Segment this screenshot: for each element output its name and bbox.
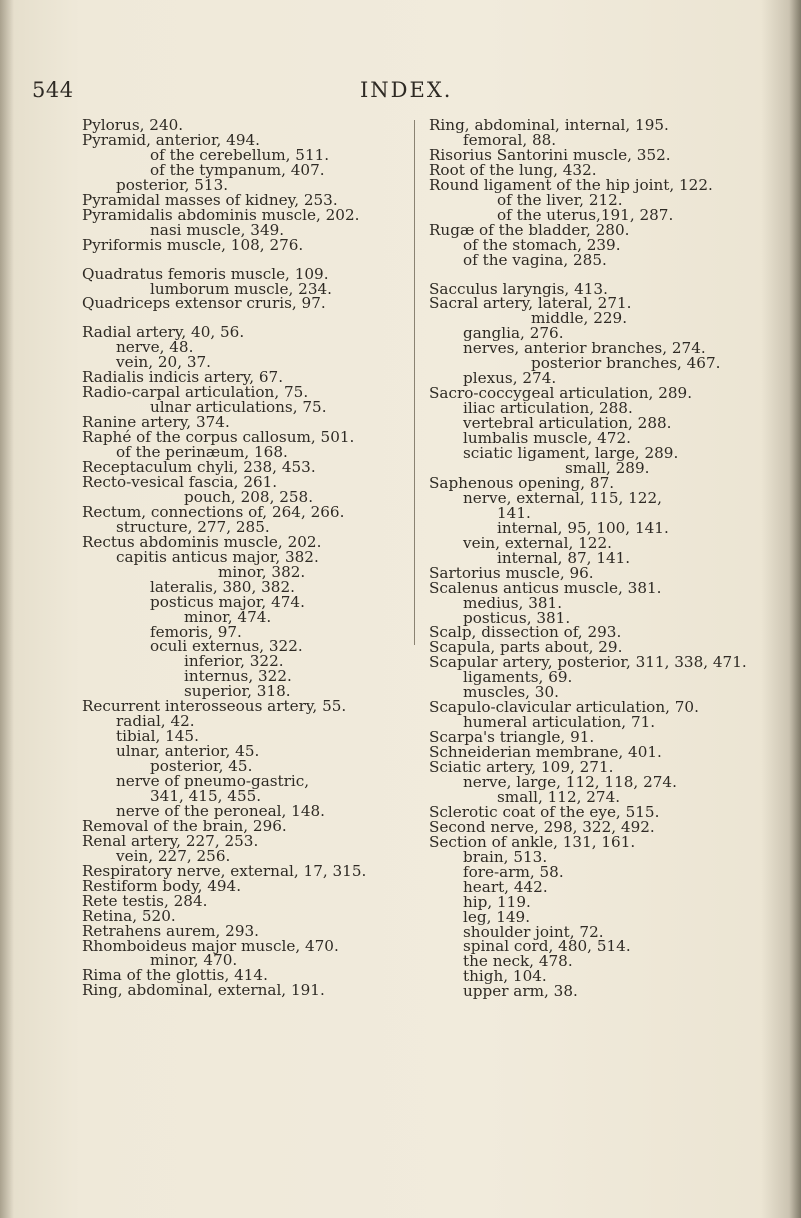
index-entry: Pyramidal masses of kidney, 253. <box>82 190 338 209</box>
index-entry: Recto-vesical fascia, 261. <box>82 472 278 491</box>
index-entry: posterior branches, 467. <box>531 354 721 373</box>
index-entry: iliac articulation, 288. <box>463 399 633 418</box>
index-entry: vertebral articulation, 288. <box>463 414 672 433</box>
index-entry: Scapular artery, posterior, 311, 338, 471. <box>429 653 747 672</box>
index-entry: nerves, anterior branches, 274. <box>463 339 706 358</box>
index-entry: Scalp, dissection of, 293. <box>429 623 622 642</box>
index-entry: Quadriceps extensor cruris, 97. <box>82 294 326 313</box>
index-entry: Pyramidalis abdominis muscle, 202. <box>82 205 360 224</box>
index-entry: internal, 87, 141. <box>497 548 631 567</box>
index-entry: Ranine artery, 374. <box>82 413 230 432</box>
index-entry: ganglia, 276. <box>463 324 564 343</box>
index-entry: Root of the lung, 432. <box>429 160 597 179</box>
index-entry: posterior, 45. <box>150 757 253 776</box>
index-entry: muscles, 30. <box>463 683 559 702</box>
index-entry: humeral articulation, 71. <box>463 713 656 732</box>
index-entry: fore-arm, 58. <box>463 862 564 881</box>
index-entry: heart, 442. <box>463 877 548 896</box>
index-entry: lumborum muscle, 234. <box>150 279 332 298</box>
index-entry: Quadratus femoris muscle, 109. <box>82 264 329 283</box>
index-entry: middle, 229. <box>531 309 628 328</box>
index-entry: Saphenous opening, 87. <box>429 473 615 492</box>
index-entry: of the liver, 212. <box>497 190 623 209</box>
index-entry: plexus, 274. <box>463 369 557 388</box>
index-entry: Rectum, connections of, 264, 266. <box>82 502 345 521</box>
index-entry: Scapula, parts about, 29. <box>429 638 623 657</box>
index-entry: nerve of the peroneal, 148. <box>116 801 325 820</box>
index-entry: Scalenus anticus muscle, 381. <box>429 578 662 597</box>
index-entry: shoulder joint, 72. <box>463 922 604 941</box>
index-entry: Ring, abdominal, internal, 195. <box>429 116 669 134</box>
index-entry: Sartorius muscle, 96. <box>429 563 594 582</box>
index-entry: Radialis indicis artery, 67. <box>82 368 284 387</box>
index-entry: minor, 474. <box>184 607 272 626</box>
page-left-edge-shadow <box>0 0 14 1218</box>
index-entry: Raphé of the corpus callosum, 501. <box>82 428 355 447</box>
index-entry: Receptaculum chyli, 238, 453. <box>82 458 316 477</box>
index-entry: Recurrent interosseous artery, 55. <box>82 697 347 716</box>
index-entry: capitis anticus major, 382. <box>116 547 319 566</box>
index-entry: vein, 20, 37. <box>116 353 211 372</box>
index-entry: of the stomach, 239. <box>463 235 621 254</box>
index-entry: structure, 277, 285. <box>116 517 270 536</box>
index-entry: of the tympanum, 407. <box>150 160 325 179</box>
index-entry: minor, 382. <box>218 562 306 581</box>
index-entry: of the uterus,191, 287. <box>497 205 674 224</box>
index-entry: small, 112, 274. <box>497 787 621 806</box>
index-entry: Risorius Santorini muscle, 352. <box>429 145 671 164</box>
index-entry: Ring, abdominal, external, 191. <box>82 981 325 1000</box>
index-entry: Retrahens aurem, 293. <box>82 921 259 940</box>
column-divider <box>414 120 415 645</box>
index-entry: sciatic ligament, large, 289. <box>463 444 679 463</box>
index-entry: internal, 95, 100, 141. <box>497 518 669 537</box>
index-entry: tibial, 145. <box>116 727 199 746</box>
index-entry: lumbalis muscle, 472. <box>463 429 631 448</box>
index-entry: nerve, external, 115, 122, <box>463 488 662 507</box>
index-entry: Scapulo-clavicular articulation, 70. <box>429 698 699 717</box>
index-entry: posticus, 381. <box>463 608 571 627</box>
index-entry: Rugæ of the bladder, 280. <box>429 220 630 239</box>
index-entry: brain, 513. <box>463 847 548 866</box>
index-entry: Radio-carpal articulation, 75. <box>82 383 309 402</box>
index-entry: internus, 322. <box>184 667 292 686</box>
index-entry: of the perinæum, 168. <box>116 443 288 462</box>
index-entry: of the vagina, 285. <box>463 250 607 269</box>
index-entry: of the cerebellum, 511. <box>150 145 330 164</box>
index-entry: Sclerotic coat of the eye, 515. <box>429 802 660 821</box>
index-entry: nerve of pneumo-gastric, <box>116 772 310 791</box>
index-entry: Rectus abdominis muscle, 202. <box>82 532 322 551</box>
index-entry: leg, 149. <box>463 907 531 926</box>
index-entry: Radial artery, 40, 56. <box>82 323 245 342</box>
index-entry: ulnar, anterior, 45. <box>116 742 260 761</box>
index-entry: upper arm, 38. <box>463 982 578 1001</box>
index-column-right <box>429 118 774 999</box>
index-entry: Respiratory nerve, external, 17, 315. <box>82 861 367 880</box>
index-entry: Schneiderian membrane, 401. <box>429 743 662 762</box>
index-entry: femoris, 97. <box>150 622 242 641</box>
index-entry: ligaments, 69. <box>463 668 573 687</box>
index-entry: Renal artery, 227, 253. <box>82 831 259 850</box>
index-entry: vein, external, 122. <box>463 533 612 552</box>
index-entry: Retina, 520. <box>82 906 176 925</box>
index-entry: Sacculus laryngis, 413. <box>429 279 608 298</box>
index-entry: minor, 470. <box>150 951 238 970</box>
index-entry: nerve, large, 112, 118, 274. <box>463 772 677 791</box>
page-number: 544 <box>32 78 74 102</box>
running-head: INDEX. <box>360 78 453 102</box>
index-entry: inferior, 322. <box>184 652 284 671</box>
index-entry: small, 289. <box>565 458 650 477</box>
index-entry: Pyramid, anterior, 494. <box>82 130 260 149</box>
index-entry: vein, 227, 256. <box>116 846 231 865</box>
index-entry: 141. <box>497 503 531 522</box>
index-entry: femoral, 88. <box>463 130 557 149</box>
index-entry: spinal cord, 480, 514. <box>463 937 631 956</box>
index-entry: posterior, 513. <box>116 175 229 194</box>
index-entry: Restiform body, 494. <box>82 876 242 895</box>
index-column-left <box>82 118 402 998</box>
index-entry: 341, 415, 455. <box>150 786 262 805</box>
index-entry: posticus major, 474. <box>150 592 305 611</box>
index-entry: Rhomboideus major muscle, 470. <box>82 936 339 955</box>
index-entry: pouch, 208, 258. <box>184 487 314 506</box>
index-entry: Section of ankle, 131, 161. <box>429 832 636 851</box>
index-entry: hip, 119. <box>463 892 531 911</box>
index-entry: Scarpa's triangle, 91. <box>429 728 595 747</box>
index-entry: Second nerve, 298, 322, 492. <box>429 817 655 836</box>
index-entry: Round ligament of the hip joint, 122. <box>429 175 713 194</box>
index-entry: lateralis, 380, 382. <box>150 577 295 596</box>
index-entry: the neck, 478. <box>463 952 573 971</box>
index-entry: Sacro-coccygeal articulation, 289. <box>429 384 693 403</box>
index-entry: ulnar articulations, 75. <box>150 398 327 417</box>
index-entry: nasi muscle, 349. <box>150 220 285 239</box>
index-entry: Removal of the brain, 296. <box>82 816 287 835</box>
index-entry: medius, 381. <box>463 593 563 612</box>
index-entry: thigh, 104. <box>463 967 547 986</box>
index-entry: superior, 318. <box>184 682 291 701</box>
index-entry: nerve, 48. <box>116 338 194 357</box>
index-entry: Rima of the glottis, 414. <box>82 966 268 985</box>
index-entry: oculi externus, 322. <box>150 637 303 656</box>
index-entry: Pylorus, 240. <box>82 116 184 134</box>
index-entry: Rete testis, 284. <box>82 891 208 910</box>
index-entry: Sciatic artery, 109, 271. <box>429 758 614 777</box>
index-entry: Pyriformis muscle, 108, 276. <box>82 235 304 254</box>
index-entry: Sacral artery, lateral, 271. <box>429 294 632 313</box>
index-entry: radial, 42. <box>116 712 195 731</box>
